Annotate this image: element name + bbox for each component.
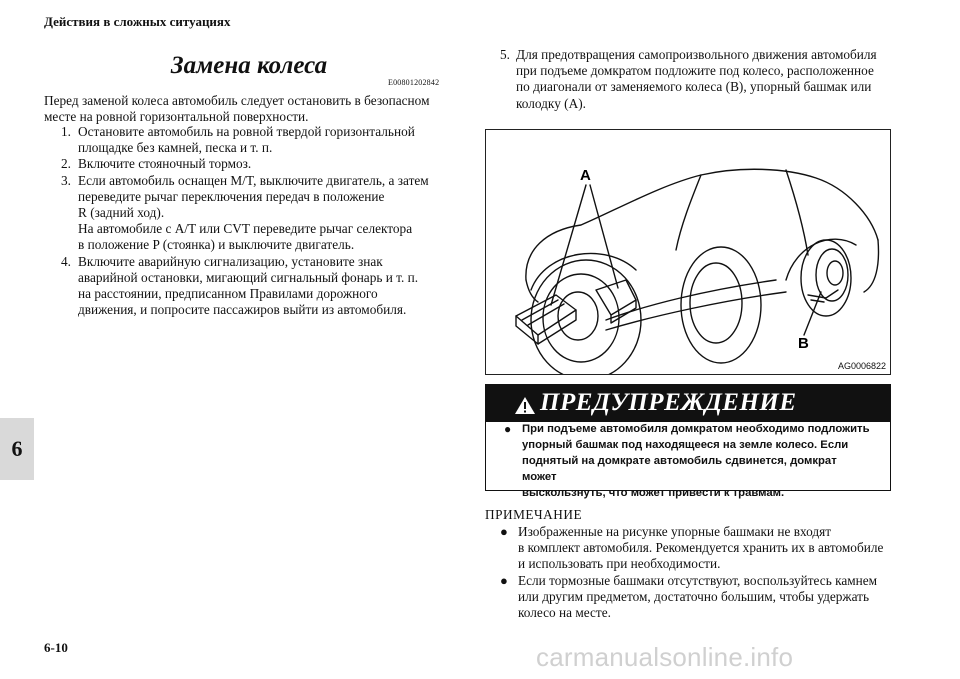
intro-line: Перед заменой колеса автомобиль следует остановить в безопасном bbox=[44, 93, 430, 108]
step-line: Включите стояночный тормоз. bbox=[78, 156, 252, 172]
note-item bbox=[500, 524, 900, 573]
step-item bbox=[44, 173, 464, 254]
note-title: ПРИМЕЧАНИЕ bbox=[485, 507, 583, 522]
step-line: в положение P (стоянка) и выключите двигатель. bbox=[78, 237, 355, 253]
step-line: колодку (A). bbox=[516, 95, 586, 111]
step-item bbox=[500, 47, 900, 112]
step-number: 2. bbox=[61, 156, 71, 172]
step-line: Для предотвращения самопроизвольного движения автомобиля bbox=[516, 47, 877, 62]
step-line: переведите рычаг переключения передач в положение bbox=[78, 188, 385, 204]
step-item bbox=[44, 254, 464, 319]
warning-line: поднятый на домкрате автомобиль сдвинется, домкрат может bbox=[522, 455, 837, 483]
note-line: Если тормозные башмаки отсутствуют, воспользуйтесь камнем bbox=[518, 572, 878, 588]
note-line: колесо на месте. bbox=[518, 605, 611, 621]
warning-triangle-icon bbox=[514, 396, 536, 415]
running-header: Действия в сложных ситуациях bbox=[44, 14, 231, 29]
step-number: 4. bbox=[61, 253, 71, 269]
steps-list bbox=[44, 124, 464, 318]
step-line: На автомобиле с A/T или CVT переведите рычаг селектора bbox=[78, 221, 413, 237]
step-line: движения, и попросите пассажиров выйти из автомобиля. bbox=[78, 302, 407, 318]
warning-line: выскользнуть, что может привести к травмам. bbox=[522, 487, 785, 499]
figure-code: AG0006822 bbox=[837, 361, 886, 371]
bullet-icon: ● bbox=[504, 422, 512, 436]
step-line: по диагонали от заменяемого колеса (B), упорный башмак или bbox=[516, 79, 872, 95]
chapter-tab: 6 bbox=[0, 418, 34, 480]
note-line: в комплект автомобиля. Рекомендуется хранить их в автомобиле bbox=[518, 540, 884, 556]
warning-header bbox=[486, 385, 890, 422]
step-number: 1. bbox=[61, 124, 71, 139]
note-line: и использовать при необходимости. bbox=[518, 556, 721, 572]
step-line: Остановите автомобиль на ровной твердой горизонтальной bbox=[78, 124, 415, 139]
warning-line: При подъеме автомобиля домкратом необходимо подложить bbox=[522, 423, 870, 435]
note-line: Изображенные на рисунке упорные башмаки не входят bbox=[518, 524, 832, 539]
car-wheel-chocks-drawing bbox=[486, 130, 890, 374]
wheel-chock-illustration bbox=[485, 129, 891, 375]
note-line: или другим предметом, достаточно большим, чтобы удержать bbox=[518, 588, 870, 604]
section-code: E00801202842 bbox=[388, 78, 440, 87]
note-item bbox=[500, 573, 900, 622]
warning-box bbox=[485, 384, 891, 499]
step-line: аварийной остановки, мигающий сигнальный фонарь и т. п. bbox=[78, 269, 419, 285]
step-item bbox=[44, 156, 464, 172]
step-line: на расстоянии, предписанном Правилами дорожного bbox=[78, 286, 378, 302]
step-item bbox=[44, 124, 464, 156]
label-b: B bbox=[798, 335, 809, 352]
section-title: Замена колеса bbox=[170, 52, 328, 79]
label-a: A bbox=[580, 167, 591, 184]
step-line: при подъеме домкратом подложите под колесо, расположенное bbox=[516, 63, 874, 79]
warning-line: упорный башмак под находящееся на земле колесо. Если bbox=[522, 439, 849, 451]
bullet-icon: ● bbox=[500, 572, 508, 588]
intro-paragraph bbox=[44, 93, 464, 125]
step-line: площадке без камней, песка и т. п. bbox=[78, 140, 273, 156]
warning-title: ПРЕДУПРЕЖДЕНИЕ bbox=[540, 389, 797, 416]
step-line: R (задний ход). bbox=[78, 205, 165, 221]
step-line: Если автомобиль оснащен M/T, выключите двигатель, а затем bbox=[78, 172, 429, 188]
step-number: 5. bbox=[500, 47, 510, 62]
warning-text bbox=[504, 421, 872, 501]
bullet-icon: ● bbox=[500, 524, 508, 539]
intro-line: месте на ровной горизонтальной поверхности. bbox=[44, 109, 309, 125]
step-line: Включите аварийную сигнализацию, установите знак bbox=[78, 253, 383, 269]
step5-list bbox=[500, 47, 900, 112]
watermark: carmanualsonline.info bbox=[536, 642, 794, 672]
step-number: 3. bbox=[61, 172, 71, 188]
notes-list bbox=[500, 524, 900, 621]
page-number: 6-10 bbox=[44, 640, 68, 655]
